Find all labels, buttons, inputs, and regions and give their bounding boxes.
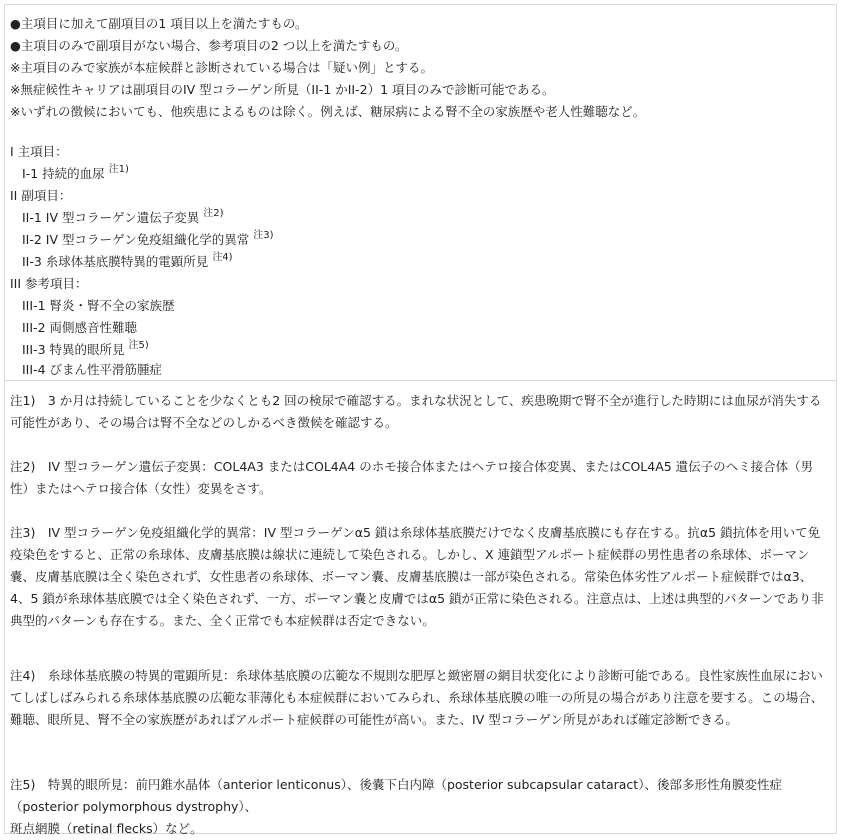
note-ref: 注3) <box>253 230 274 241</box>
item-label: III-2 両側感音性難聴 <box>22 320 137 335</box>
note-ref: 注4) <box>212 252 233 263</box>
minor-heading: II 副項目： <box>10 188 72 203</box>
note-ref: 注2) <box>203 208 224 219</box>
rule-line: ●主項目のみで副項目がない場合、参考項目の2 つ以上を満たすもの。 <box>10 38 408 53</box>
item-label: II-1 IV 型コラーゲン遺伝子変異 <box>22 210 200 225</box>
criteria-section <box>5 5 836 381</box>
reference-item <box>22 362 166 378</box>
reference-item <box>22 342 149 358</box>
note-2: 注2) IV 型コラーゲン遺伝子変異：COL4A3 またはCOL4A4 のホモ接合体またはヘテロ接合体変異、またはCOL4A5 遺伝子のヘミ接合体（男性）またはヘテロ接合体（女性）変異をさす。 <box>10 459 814 496</box>
reference-heading: III 参考項目： <box>10 276 88 291</box>
reference-item <box>22 320 141 336</box>
rule-line: ※主項目のみで家族が本症候群と診断されている場合は「疑い例」とする。 <box>10 60 433 75</box>
item-label: I-1 持続的血尿 <box>22 166 105 181</box>
minor-item <box>22 254 233 270</box>
note-4: 注4) 糸球体基底膜の特異的電顕所見：糸球体基底膜の広範な不規則な肥厚と緻密層の網目状変化により診断可能である。良性家族性血尿においてしばしばみられる糸球体基底膜の広範な菲薄化も本症候群においてみられ、糸球体基底膜の唯一の所見の場合があり注意を要する。この場合、難聴、眼所見、腎不全の家族歴があればアルポート症候群の可能性が高い。また、IV 型コラーゲン所見があれば確定診断できる。 <box>10 668 824 727</box>
note-ref: 注5) <box>128 340 149 351</box>
minor-item <box>22 232 274 248</box>
item-label: II-3 糸球体基底膜特異的電顕所見 <box>22 254 209 269</box>
item-label: III-3 特異的眼所見 <box>22 342 125 357</box>
reference-item <box>22 298 179 314</box>
note-1: 注1) 3 か月は持続していることを少なくとも2 回の検尿で確認する。まれな状況として、疾患晩期で腎不全が進行した時期には血尿が消失する可能性があり、その場合は腎不全などのしかるべき徴候を確認する。 <box>10 393 822 430</box>
main-heading: I 主項目： <box>10 144 68 159</box>
note-5: 注5) 特異的眼所見：前円錐水晶体（anterior lenticonus）、後嚢下白内障（posterior subcapsular cataract）、後部多形性角膜変性症（posterior polymorphous dystrophy）、 <box>10 777 782 814</box>
note-5-cont: 斑点網膜（retinal flecks）など。 <box>10 821 203 836</box>
rule-line: ※無症候性キャリアは副項目のIV 型コラーゲン所見（II-1 かII-2）1 項目のみで診断可能である。 <box>10 82 555 97</box>
rule-line: ●主項目に加えて副項目の1 項目以上を満たすもの。 <box>10 16 308 31</box>
note-3: 注3) IV 型コラーゲン免疫組織化学的異常：IV 型コラーゲンα5 鎖は糸球体基底膜だけでなく皮膚基底膜にも存在する。抗α5 鎖抗体を用いて免疫染色をすると、正常の糸球体、皮膚基底膜は線状に連続して染色される。しかし、X 連鎖型アルポート症候群の男性患者の糸球体、ボーマン嚢、皮膚基底膜は全く染色されず、女性患者の糸球体、ボーマン嚢、皮膚基底膜は一部が染色される。常染色体劣性アルポート症候群ではα3、4、5 鎖が糸球体基底膜では全く染色されず、一方、ボーマン嚢と皮膚ではα5 鎖が正常に染色される。注意点は、上述は典型的パターンであり非典型的パターンも存在する。また、全く正常でも本症候群は否定できない。 <box>10 525 824 628</box>
item-label: II-2 IV 型コラーゲン免疫組織化学的異常 <box>22 232 250 247</box>
item-label: III-1 腎炎・腎不全の家族歴 <box>22 298 175 313</box>
main-item <box>22 166 129 182</box>
item-label: III-4 びまん性平滑筋腫症 <box>22 362 162 377</box>
rule-line: ※いずれの徴候においても、他疾患によるものは除く。例えば、糖尿病による腎不全の家族歴や老人性難聴など。 <box>10 104 646 119</box>
document-frame <box>4 4 837 834</box>
minor-item <box>22 210 224 226</box>
note-ref: 注1) <box>108 164 129 175</box>
